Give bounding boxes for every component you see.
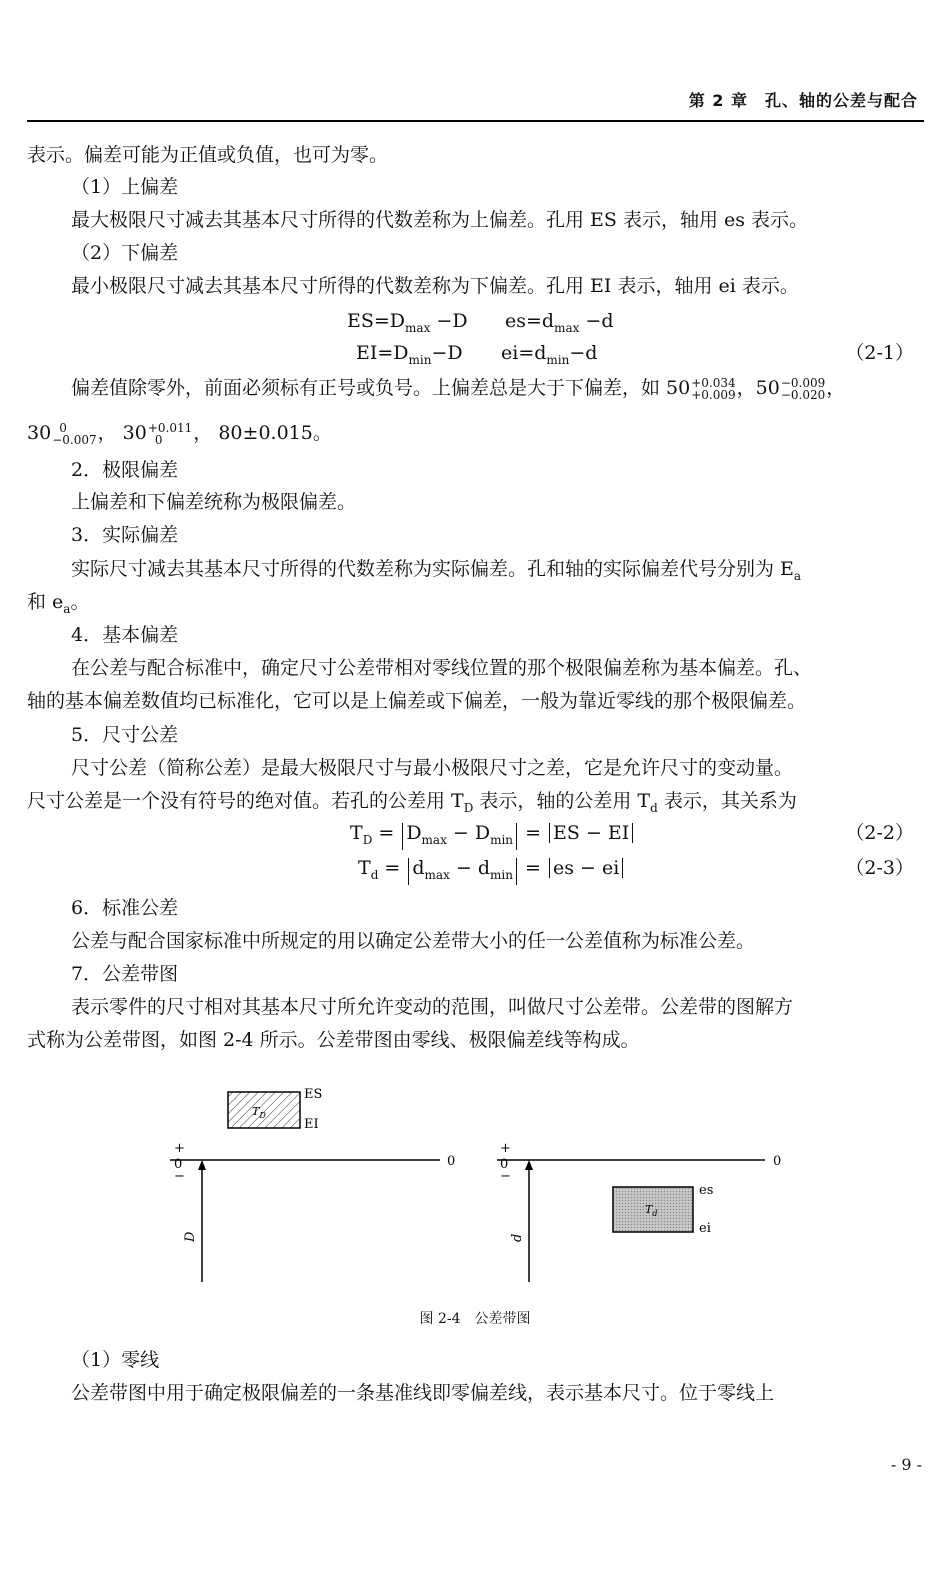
paragraph-line: 在公差与配合标准中，确定尺寸公差带相对零线位置的那个极限偏差称为基本偏差。孔、 [71,657,813,679]
equation-ei-shaft: $ei=d_{min}-d$ [501,342,598,367]
arrow-head [525,1160,533,1170]
arrow-head [198,1160,206,1170]
zero-label: 0 [500,1157,509,1172]
paragraph-line: 式称为公差带图，如图 2-4 所示。公差带图由零线、极限偏差线等构成。 [27,1029,640,1051]
equation-es-hole: $ES=D_{max} -D$ [347,310,468,335]
paragraph-line: 最大极限尺寸减去其基本尺寸所得的代数差称为上偏差。孔用 ES 表示，轴用 es 表示。 [71,209,809,231]
equation-shaft-tolerance: $T_d = d_{max} - d_{min}$ = es − ei [358,855,625,888]
paragraph-line: 表示。偏差可能为正值或负值，也可为零。 [27,144,389,166]
paragraph-line: 和 $e_a$。 [27,591,90,616]
page-number: - 9 - [890,1455,922,1474]
tolerance-example: 30 +0.011 0 [122,421,193,447]
hole-tolerance-diagram [170,1087,455,1282]
zero-line-label: 0 [773,1154,782,1169]
equation-hole-tolerance: $T_D = D_{max} - D_{min}$ = ES − EI [350,820,635,853]
heading-actual-deviation: 3．实际偏差 [71,524,179,546]
equation-es-shaft: $es=d_{max} -d$ [505,310,614,335]
equation-number: （2-1） [845,342,914,364]
subheading-lower-deviation: （2）下偏差 [71,242,179,264]
heading-tolerance-zone-diagram: 7．公差带图 [71,963,179,985]
chapter-title: 第 2 章 孔、轴的公差与配合 [688,91,918,110]
running-header [27,86,924,122]
lower-deviation-label: EI [304,1117,319,1132]
heading-limit-deviation: 2．极限偏差 [71,459,179,481]
subheading-upper-deviation: （1）上偏差 [71,176,179,198]
basic-size-label: D [183,1231,198,1242]
paragraph-line: 表示零件的尺寸相对其基本尺寸所允许变动的范围，叫做尺寸公差带。公差带的图解方 [71,996,794,1018]
paragraph-line: 尺寸公差是一个没有符号的绝对值。若孔的公差用 $T_D$ 表示，轴的公差用 $T_d$ 表示，其关系为 [27,790,797,815]
paragraph-line: 上偏差和下偏差统称为极限偏差。 [71,491,357,513]
minus-sign: − [500,1169,511,1184]
figure-caption: 图 2-4 公差带图 [419,1311,531,1327]
tolerance-zone-figure [0,1070,950,1300]
paragraph-line: 公差带图中用于确定极限偏差的一条基准线即零偏差线，表示基本尺寸。位于零线上 [71,1382,775,1404]
plus-sign: + [500,1141,511,1156]
tolerance-example: 50 −0.009 −0.020 [755,376,826,402]
paragraph-line: 最小极限尺寸减去其基本尺寸所得的代数差称为下偏差。孔用 EI 表示，轴用 ei 表示。 [71,275,799,297]
paragraph-line: 轴的基本偏差数值均已标准化，它可以是上偏差或下偏差，一般为靠近零线的那个极限偏差。 [27,690,807,712]
shaft-zone-label: $T_d$ [645,1203,658,1218]
lower-deviation-label: ei [699,1221,711,1236]
hole-zone-label: $T_D$ [252,1105,266,1120]
equation-ei-hole: $EI=D_{min}-D$ [356,342,463,367]
equation-number: （2-3） [845,857,914,879]
upper-deviation-label: es [699,1183,714,1198]
upper-deviation-label: ES [304,1087,323,1102]
paragraph-line: 偏差值除零外，前面必须标有正号或负号。上偏差总是大于下偏差，如 50 +0.034 +0.009 ，50 −0.009 −0.020 ， [71,376,846,402]
paragraph-line: 实际尺寸减去其基本尺寸所得的代数差称为实际偏差。孔和轴的实际偏差代号分别为 $E_a$ [71,558,802,583]
hole-tolerance-zone [228,1092,300,1128]
equation-number: （2-2） [845,822,914,844]
zero-label: 0 [174,1157,183,1172]
heading-standard-tolerance: 6．标准公差 [71,897,179,919]
paragraph-line: 尺寸公差（简称公差）是最大极限尺寸与最小极限尺寸之差，它是允许尺寸的变动量。 [71,757,794,779]
subheading-zero-line: （1）零线 [71,1349,160,1371]
zero-line-label: 0 [447,1154,456,1169]
minus-sign: − [174,1169,185,1184]
paragraph-line: 公差与配合国家标准中所规定的用以确定公差带大小的任一公差值称为标准公差。 [71,930,756,952]
tolerance-example: 50 +0.034 +0.009 [666,376,736,402]
shaft-tolerance-diagram [497,1141,781,1282]
heading-fundamental-deviation: 4．基本偏差 [71,624,179,646]
tolerance-example: 30 0 −0.007 [27,421,97,447]
heading-size-tolerance: 5．尺寸公差 [71,724,179,746]
paragraph-line: 30 0 −0.007 ， 30 +0.011 0 ， 80±0.015。 [27,421,332,447]
basic-size-label: d [510,1233,525,1242]
plus-sign: + [174,1141,185,1156]
